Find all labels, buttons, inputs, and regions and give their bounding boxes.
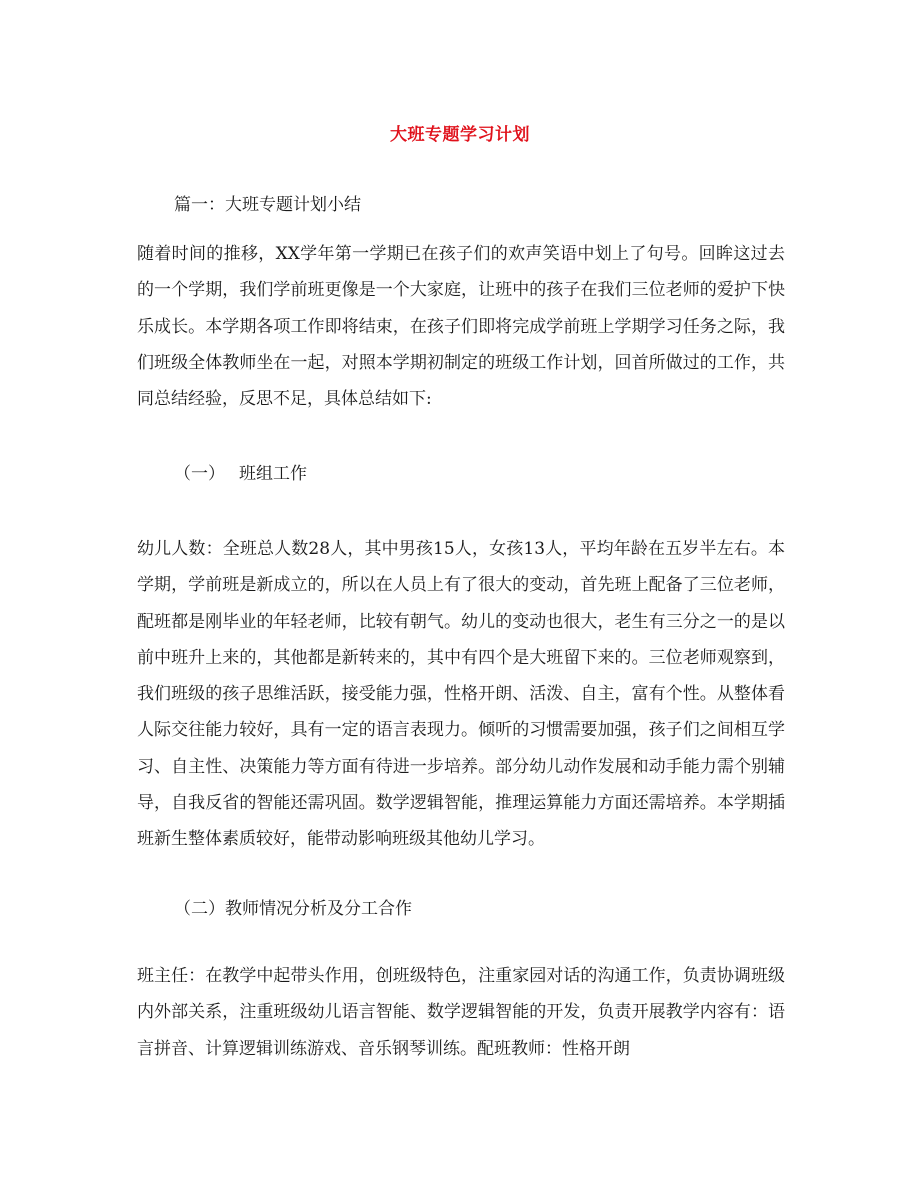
paragraph-intro: 随着时间的推移，XX学年第一学期已在孩子们的欢声笑语中划上了句号。回眸这过去的一个学期，我们学前班更像是一个大家庭，让班中的孩子在我们三位老师的爱护下快乐成长。本学期各项工作即将结束，在孩子们即将完成学前班上学期学习任务之际，我们班级全体教师坐在一起，对照本学期初制定的班级工作计划，回首所做过的工作，共同总结经验，反思不足，具体总结如下:: [137, 244, 785, 410]
section-heading-teachers: （二）教师情况分析及分工合作: [174, 899, 412, 919]
paragraph-children-count: 幼儿人数：全班总人数28人，其中男孩15人，女孩13人，平均年龄在五岁半左右。本学期，学前班是新成立的，所以在人员上有了很大的变动，首先班上配备了三位老师，配班都是刚毕业的年轻老师，比较有朝气。幼儿的变动也很大，老生有三分之一的是以前中班升上来的，其他都是新转来的，其中有四个是大班留下来的。三位老师观察到，我们班级的孩子思维活跃，接受能力强，性格开朗、活泼、自主，富有个性。从整体看人际交往能力较好，具有一定的语言表现力。倾听的习惯需要加强，孩子们之间相互学习、自主性、决策能力等方面有待进一步培养。部分幼儿动作发展和动手能力需个别辅导，自我反省的智能还需巩固。数学逻辑智能，推理运算能力方面还需培养。本学期插班新生整体素质较好，能带动影响班级其他幼儿学习。: [137, 539, 785, 850]
section-title: 班组工作: [239, 464, 307, 484]
section-number: （一）: [174, 464, 225, 484]
paragraph-head-teacher: 班主任：在教学中起带头作用，创班级特色，注重家园对话的沟通工作，负责协调班级内外部关系，注重班级幼儿语言智能、数学逻辑智能的开发，负责开展教学内容有：语言拼音、计算逻辑训练游戏、音乐钢琴训练。配班教师：性格开朗: [137, 966, 785, 1059]
document-title: 大班专题学习计划: [390, 125, 530, 145]
section-heading-class-work: [174, 459, 307, 484]
document-subtitle: 篇一：大班专题计划小结: [174, 195, 361, 215]
